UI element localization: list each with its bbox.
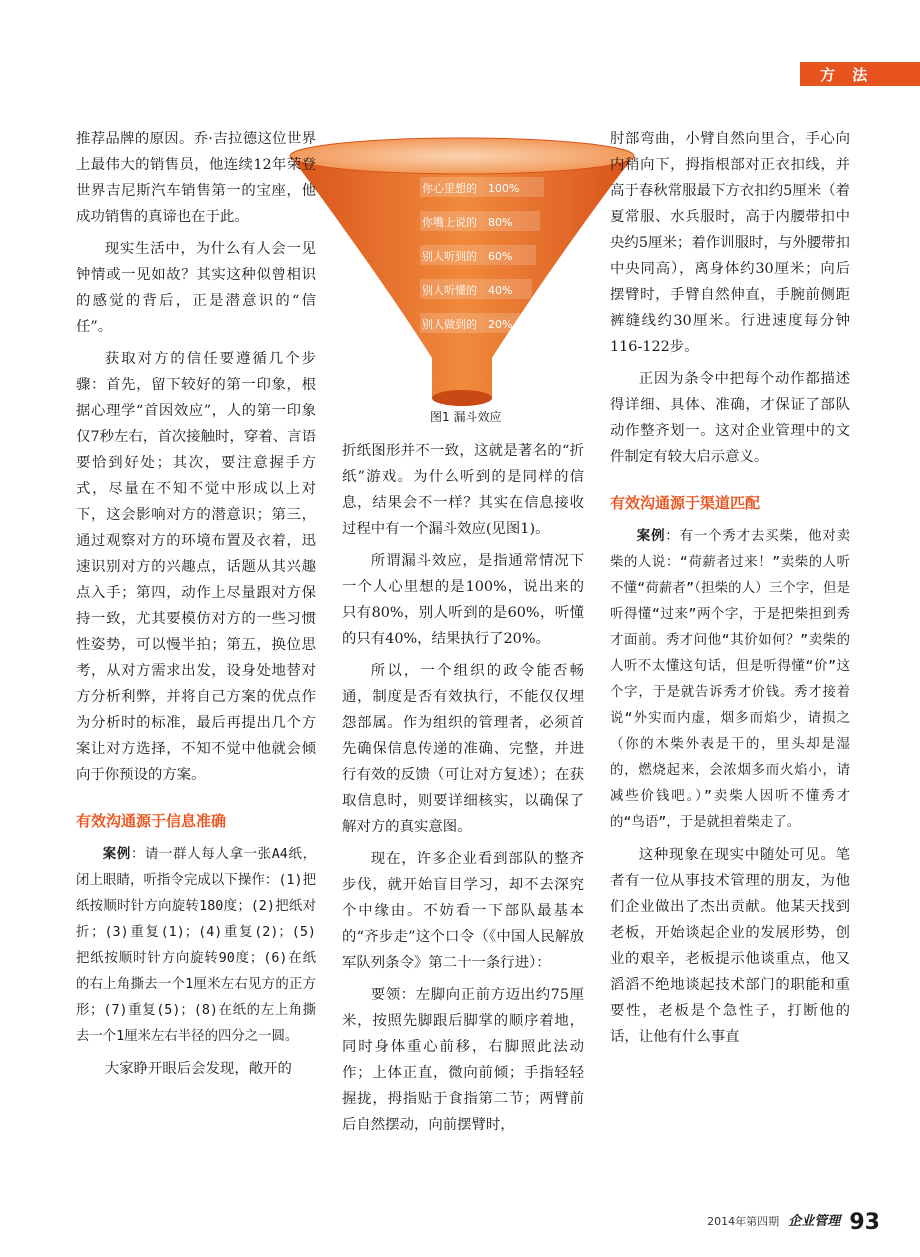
funnel-level-label: 别人听懂的: [422, 284, 477, 297]
col3-paragraph-1: 肘部弯曲，小臂自然向里合，手心向内稍向下，拇指根部对正衣扣线，并高于春秋常服最下方衣扣约5厘米（着夏常服、水兵服时，高于内腰带扣中央约5厘米；着作训服时，与外腰带扣中央同高），离身体约30厘米；向后摆臂时，手臂自然伸直，手腕前侧距裤缝线约30厘米。行进速度每分钟116-122步。: [610, 131, 850, 355]
magazine-name: 企业管理: [788, 1214, 841, 1229]
funnel-figure: [282, 130, 642, 430]
col2-paragraph-5: 要领：左脚向正前方迈出约75厘米，按照先脚跟后脚掌的顺序着地，同时身体重心前移，右脚照此法动作；上体正直，微向前倾；手指轻轻握拢，拇指贴于食指第二节；两臂前后自然摆动，向前摆臂时，: [342, 987, 584, 1133]
funnel-level-value: 40%: [488, 284, 513, 297]
col2-paragraph-3: 所以，一个组织的政令能否畅通，制度是否有效执行，不能仅仅埋怨部属。作为组织的管理者，必须首先确保信息传递的准确、完整，并进行有效的反馈（可让对方复述）；在获取信息时，则要详细核实，以确保了解对方的真实意图。: [342, 663, 584, 835]
section-heading-channel: 有效沟通源于渠道匹配: [610, 494, 761, 512]
funnel-level-label: 别人听到的: [422, 250, 477, 263]
section-heading-info: 有效沟通源于信息准确: [76, 812, 227, 830]
case-text: ：请一群人每人拿一张A4纸，闭上眼睛，听指令完成以下操作：(1)把纸按顺时针方向旋转180度；(2)把纸对折；(3)重复(1)；(4)重复(2)；(5)把纸按顺时针方向旋转90度；(6)在纸的右上角撕去一个1厘米左右见方的正方形；(7)重复(5)；(8)在纸的左上角撕去一个1厘米左右半径的四分之一圆。: [76, 847, 317, 1044]
col1-paragraph-2: 现实生活中，为什么有人会一见钟情或一见如故？其实这种似曾相识的感觉的背后，正是潜意识的“信任”。: [76, 241, 316, 335]
funnel-level-value: 80%: [488, 216, 513, 229]
col3-paragraph-2: 正因为条令中把每个动作都描述得详细、具体、准确，才保证了部队动作整齐划一。这对企业管理中的文件制定有较大启示意义。: [610, 371, 850, 465]
case-label: 案例: [102, 847, 131, 862]
col2-paragraph-2: 所谓漏斗效应，是指通常情况下一个人心里想的是100%，说出来的只有80%，别人听到的是60%，听懂的只有40%，结果执行了20%。: [342, 553, 584, 647]
column-2: [342, 438, 584, 1144]
case-study-folding: [76, 842, 316, 1050]
col2-paragraph-4: 现在，许多企业看到部队的整齐步伐，就开始盲目学习，却不去深究个中缘由。不妨看一下部队最基本的“齐步走”这个口令（《中国人民解放军队列条令》第二十一条行进）：: [342, 851, 584, 971]
funnel-level-label: 你嘴上说的: [422, 216, 477, 229]
section-label: 方 法: [820, 66, 874, 84]
col1-paragraph-1: 推荐品牌的原因。乔·吉拉德这位世界上最伟大的销售员，他连续12年荣登世界吉尼斯汽车销售第一的宝座，他成功销售的真谛也在于此。: [76, 131, 316, 225]
page-footer: [707, 1210, 880, 1235]
issue-label: 2014年第四期: [707, 1215, 780, 1228]
funnel-level-value: 20%: [488, 318, 513, 331]
column-3: [610, 126, 850, 1056]
col3-paragraph-3: 这种现象在现实中随处可见。笔者有一位从事技术管理的朋友，为他们企业做出了杰出贡献。他某天找到老板，开始谈起企业的发展形势，创业的艰辛，老板提示他谈重点，他又滔滔不绝地谈起技术部门的职能和重要性，老板是个急性子，打断他的话，让他有什么事直: [610, 847, 850, 1045]
funnel-svg: [282, 130, 642, 430]
col1-paragraph-3: 获取对方的信任要遵循几个步骤：首先，留下较好的第一印象，根据心理学“首因效应”，人的第一印象仅7秒左右，首次接触时，穿着、言语要恰到好处；其次，要注意握手方式，尽量在不知不觉中形成以上对下，这会影响对方的潜意识；第三，通过观察对方的环境布置及衣着，迅速识别对方的兴趣点，话题从其兴趣点入手；第四，动作上尽量跟对方保持一致，尤其要模仿对方的一些习惯性姿势，可以慢半拍；第五，换位思考，从对方需求出发，设身处地替对方分析利弊，并将自己方案的优点作为分析时的标准，最后再提出几个方案让对方选择，不知不觉中他就会倾向于你预设的方案。: [76, 351, 316, 783]
funnel-top: [290, 138, 634, 174]
col2-paragraph-1: 折纸图形并不一致，这就是著名的“折纸”游戏。为什么听到的是同样的信息，结果会不一样？其实在信息接收过程中有一个漏斗效应(见图1)。: [342, 443, 584, 537]
case-label: 案例: [636, 529, 666, 544]
section-tab: [800, 62, 920, 86]
funnel-level-label: 别人做到的: [422, 318, 477, 331]
funnel-level-value: 60%: [488, 250, 513, 263]
funnel-level-value: 100%: [488, 182, 520, 195]
figure-caption: 图1 漏斗效应: [430, 410, 502, 424]
funnel-level-label: 你心里想的: [422, 182, 477, 195]
page-number: 93: [849, 1210, 880, 1235]
col1-paragraph-4: 大家睁开眼后会发现，敞开的: [104, 1061, 292, 1077]
column-1: [76, 126, 316, 1088]
case-text: ：有一个秀才去买柴，他对卖柴的人说：“荷薪者过来！”卖柴的人听不懂“荷薪者”（担柴的人）三个字，但是听得懂“过来”两个字，于是把柴担到秀才面前。秀才问他“其价如何？”卖柴的人听不太懂这句话，但是听得懂“价”这个字，于是就告诉秀才价钱。秀才接着说“外实而内虚，烟多而焰少，请损之（你的木柴外表是干的，里头却是湿的，燃烧起来，会浓烟多而火焰小，请减些价钱吧。）”卖柴人因听不懂秀才的“鸟语”，于是就担着柴走了。: [610, 529, 851, 830]
case-study-scholar: [610, 524, 850, 836]
